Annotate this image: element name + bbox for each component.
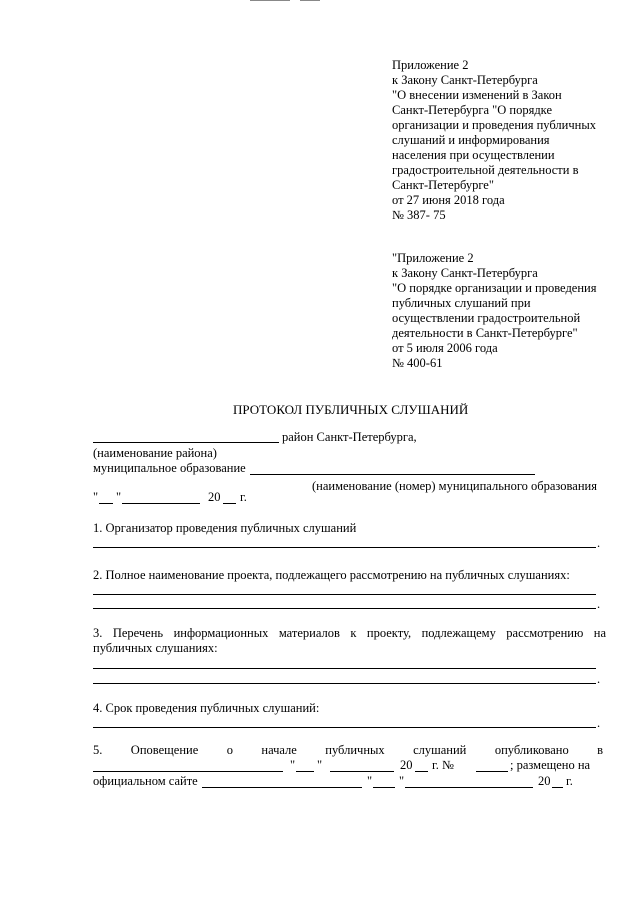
- word: Перечень: [112, 626, 164, 640]
- section-materials-line2: публичных слушаниях:: [93, 641, 218, 655]
- notice-site-day-blank: [373, 787, 395, 788]
- section-project-name: 2. Полное наименование проекта, подлежащего рассмотрению на публичных слушаниях:: [93, 568, 570, 582]
- date-open-quote: ": [93, 490, 99, 504]
- word: подлежащему: [421, 626, 496, 640]
- word: информационных: [173, 626, 269, 640]
- fill-line: [93, 668, 596, 669]
- appendix-line: Санкт-Петербурга "О порядке: [392, 103, 552, 117]
- appendix-line: № 387- 75: [392, 208, 446, 222]
- fill-line: [93, 547, 596, 548]
- municipality-blank: [250, 474, 535, 475]
- appendix-line: к Закону Санкт-Петербурга: [392, 73, 538, 87]
- word: о: [226, 743, 233, 757]
- notice-year-blank: [415, 771, 428, 772]
- notice-site-close-quote: ": [399, 774, 405, 788]
- notice-number-blank: [476, 771, 508, 772]
- fill-line: [93, 608, 596, 609]
- fill-line: [93, 727, 596, 728]
- date-year-blank: [223, 503, 236, 504]
- page-title: ПРОТОКОЛ ПУБЛИЧНЫХ СЛУШАНИЙ: [233, 402, 469, 417]
- district-suffix: район Санкт-Петербурга,: [282, 430, 417, 444]
- line-period: .: [597, 597, 601, 611]
- municipality-label: муниципальное образование: [93, 461, 246, 475]
- date-day-blank: [99, 503, 113, 504]
- word: опубликовано: [494, 743, 569, 757]
- word: материалов: [278, 626, 340, 640]
- appendix-line: слушаний и информирования: [392, 133, 550, 147]
- word: на: [593, 626, 607, 640]
- fill-line: [93, 594, 596, 595]
- appendix-line: деятельности в Санкт-Петербурге": [392, 326, 578, 340]
- notice-open-quote: ": [290, 758, 296, 772]
- appendix-line: осуществлении градостроительной: [392, 311, 581, 325]
- word: к: [350, 626, 357, 640]
- notice-month-blank: [330, 771, 394, 772]
- appendix-line: Приложение 2: [392, 58, 469, 72]
- scan-edge-mark: [300, 0, 320, 1]
- notice-site-month-blank: [405, 787, 533, 788]
- appendix-line: публичных слушаний при: [392, 296, 531, 310]
- notice-day-blank: [296, 771, 314, 772]
- notice-site-year-suffix: г.: [566, 774, 573, 788]
- section-materials-line1: [93, 626, 606, 641]
- date-year: 20: [208, 490, 221, 504]
- line-period: .: [597, 672, 601, 686]
- notice-year: 20: [400, 758, 413, 772]
- appendix-line: "О внесении изменений в Закон: [392, 88, 562, 102]
- word: проекту,: [366, 626, 412, 640]
- date-year-suffix: г.: [240, 490, 247, 504]
- notice-source-blank: [93, 771, 283, 772]
- district-caption: (наименование района): [93, 446, 217, 460]
- word: публичных: [325, 743, 385, 757]
- appendix-line: организации и проведения публичных: [392, 118, 596, 132]
- appendix-line: Санкт-Петербурге": [392, 178, 494, 192]
- section-organizer: 1. Организатор проведения публичных слушаний: [93, 521, 357, 535]
- line-period: .: [597, 536, 601, 550]
- notice-close-quote: ": [317, 758, 323, 772]
- word: начале: [261, 743, 297, 757]
- notice-posted: ; размещено на: [510, 758, 591, 772]
- appendix-line: "Приложение 2: [392, 251, 474, 265]
- municipality-caption: (наименование (номер) муниципального образования: [312, 479, 597, 493]
- notice-site-open-quote: ": [367, 774, 373, 788]
- word: слушаний: [413, 743, 467, 757]
- word: 3.: [93, 626, 103, 640]
- notice-site-year-blank: [552, 787, 563, 788]
- appendix-line: градостроительной деятельности в: [392, 163, 579, 177]
- section-period: 4. Срок проведения публичных слушаний:: [93, 701, 320, 715]
- appendix-line: населения при осуществлении: [392, 148, 555, 162]
- notice-site-year: 20: [538, 774, 551, 788]
- section-notice-line1: [93, 743, 603, 758]
- appendix-line: к Закону Санкт-Петербурга: [392, 266, 538, 280]
- appendix-line: от 27 июня 2018 года: [392, 193, 505, 207]
- appendix-line: от 5 июля 2006 года: [392, 341, 498, 355]
- word: 5. Оповещение: [93, 743, 199, 757]
- appendix-line: "О порядке организации и проведения: [392, 281, 597, 295]
- word: в: [597, 743, 604, 757]
- fill-line: [93, 683, 596, 684]
- line-period: .: [597, 716, 601, 730]
- scan-edge-mark: [250, 0, 290, 1]
- notice-site-blank: [202, 787, 362, 788]
- notice-year-suffix: г. №: [432, 758, 454, 772]
- date-close-quote: ": [116, 490, 122, 504]
- date-month-blank: [122, 503, 200, 504]
- appendix-line: № 400-61: [392, 356, 443, 370]
- notice-site-label: официальном сайте: [93, 774, 198, 788]
- district-blank: [93, 442, 279, 443]
- word: рассмотрению: [506, 626, 584, 640]
